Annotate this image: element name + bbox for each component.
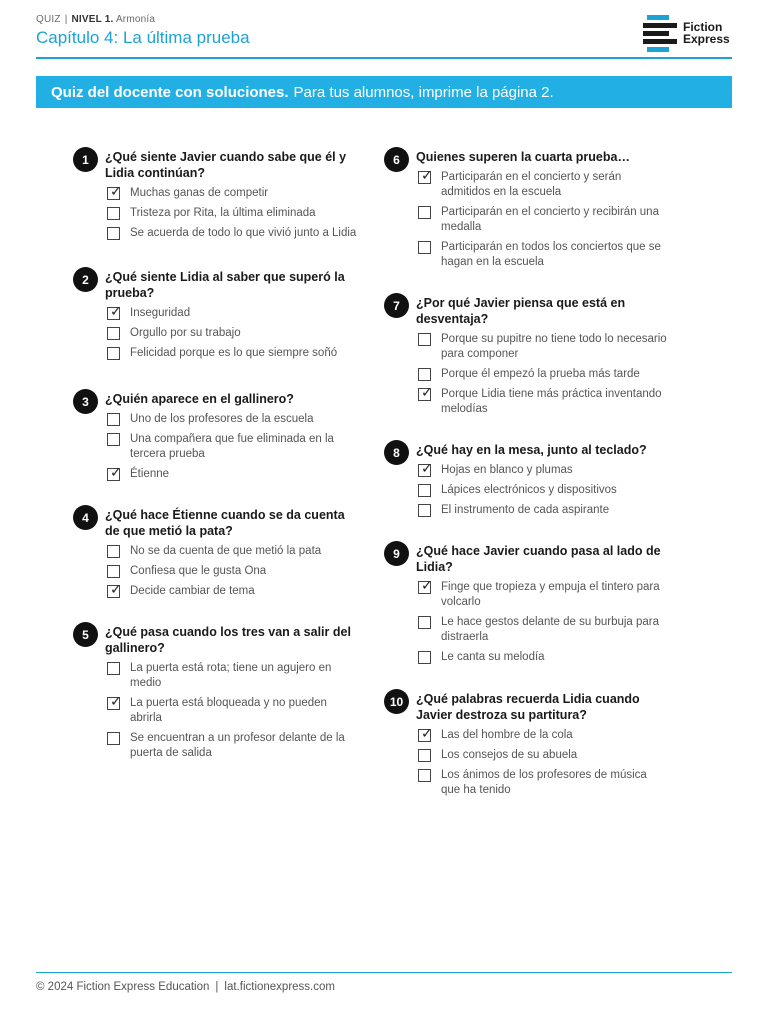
checked-checkbox[interactable]: [418, 460, 433, 477]
copyright-text: © 2024 Fiction Express Education: [36, 981, 210, 993]
question-10: [384, 691, 669, 798]
checkbox[interactable]: [107, 662, 120, 675]
question-2: [73, 269, 358, 361]
answer-text: Los ánimos de los profesores de música que ha tenido: [441, 769, 647, 796]
question-text: ¿Quién aparece en el gallinero?: [105, 392, 294, 406]
answer-text: Porque Lidia tiene más práctica inventando melodías: [441, 388, 662, 415]
footer: [36, 981, 335, 993]
answer-text: Finge que tropieza y empuja el tintero para volcarlo: [441, 581, 660, 608]
question-text: ¿Qué siente Lidia al saber que superó la prueba?: [105, 270, 345, 300]
checkbox[interactable]: [418, 769, 431, 782]
logo-word-2: Express: [683, 32, 730, 46]
answer-text: No se da cuenta de que metió la pata: [130, 545, 322, 557]
question-number: 8: [384, 440, 409, 465]
checked-checkbox[interactable]: [107, 581, 122, 598]
answer-option[interactable]: [105, 326, 358, 341]
answer-option[interactable]: [416, 768, 669, 798]
answer-option[interactable]: [416, 167, 669, 200]
answer-option[interactable]: [105, 544, 358, 559]
question-number: 2: [73, 267, 98, 292]
answer-option[interactable]: [105, 731, 358, 761]
answer-text: Porque él empezó la prueba más tarde: [441, 368, 640, 380]
question-text: ¿Qué pasa cuando los tres van a salir del gallinero?: [105, 625, 351, 655]
question-text: ¿Qué hace Javier cuando pasa al lado de Lidia?: [416, 544, 661, 574]
checkbox[interactable]: [418, 333, 431, 346]
answer-text: Los consejos de su abuela: [441, 749, 578, 761]
question-number: 10: [384, 689, 409, 714]
answer-text: Le canta su melodía: [441, 651, 545, 663]
answer-option[interactable]: [105, 693, 358, 726]
answer-text: Decide cambiar de tema: [130, 585, 255, 597]
checkbox[interactable]: [107, 545, 120, 558]
answer-text: Confiesa que le gusta Ona: [130, 565, 267, 577]
footer-separator: |: [215, 981, 219, 993]
quiz-label: QUIZ: [36, 14, 61, 25]
question-number: 6: [384, 147, 409, 172]
answer-text: Participarán en todos los conciertos que se hagan en la escuela: [441, 241, 661, 268]
check-icon: ✓: [421, 167, 433, 183]
checked-checkbox[interactable]: [418, 577, 433, 594]
fiction-express-logo: [643, 14, 738, 52]
answer-option[interactable]: [105, 303, 358, 321]
question-text: ¿Qué palabras recuerda Lidia cuando Javier destroza su partitura?: [416, 692, 640, 722]
answer-option[interactable]: [416, 503, 669, 518]
answer-text: Participarán en el concierto y recibirán una medalla: [441, 206, 659, 233]
checkbox[interactable]: [107, 327, 120, 340]
answer-option[interactable]: [416, 332, 669, 362]
answer-text: Se acuerda de todo lo que vivió junto a Lidia: [130, 227, 357, 239]
chapter-title: Capítulo 4: La última prueba: [36, 28, 250, 47]
website-link[interactable]: lat.fictionexpress.com: [224, 981, 335, 993]
answer-option[interactable]: [105, 581, 358, 599]
answer-option[interactable]: [416, 384, 669, 417]
answer-option[interactable]: [416, 205, 669, 235]
question-8: [384, 442, 669, 518]
question-number: 3: [73, 389, 98, 414]
answer-text: Lápices electrónicos y dispositivos: [441, 484, 617, 496]
checkbox[interactable]: [107, 347, 120, 360]
answer-option[interactable]: [416, 577, 669, 610]
question-number: 1: [73, 147, 98, 172]
checkbox[interactable]: [418, 616, 431, 629]
check-icon: ✓: [110, 464, 122, 480]
check-icon: ✓: [110, 581, 122, 597]
answer-text: La puerta está rota; tiene un agujero en medio: [130, 662, 332, 689]
checkbox[interactable]: [107, 565, 120, 578]
question-7: [384, 295, 669, 417]
answer-text: La puerta está bloqueada y no pueden abrirla: [130, 697, 327, 724]
check-icon: ✓: [421, 460, 433, 476]
check-icon: ✓: [110, 303, 122, 319]
checkbox[interactable]: [418, 241, 431, 254]
level-label: NIVEL 1.: [71, 14, 114, 25]
banner-bold-text: Quiz del docente con soluciones.: [51, 83, 289, 101]
question-3: [73, 391, 358, 482]
question-text: ¿Por qué Javier piensa que está en desventaja?: [416, 296, 626, 326]
answer-option[interactable]: [105, 661, 358, 691]
checkbox[interactable]: [107, 433, 120, 446]
question-text: Quienes superen la cuarta prueba…: [416, 150, 630, 164]
questions-right-column: [384, 145, 669, 803]
answer-text: Le hace gestos delante de su burbuja para distraerla: [441, 616, 660, 643]
footer-divider: [36, 972, 732, 973]
answer-option[interactable]: [105, 464, 358, 482]
checked-checkbox[interactable]: [107, 303, 122, 320]
checkbox[interactable]: [418, 749, 431, 762]
answer-option[interactable]: [105, 206, 358, 221]
checked-checkbox[interactable]: [107, 464, 122, 481]
check-icon: ✓: [110, 183, 122, 199]
category-label: Armonía: [115, 14, 156, 25]
answer-option[interactable]: [105, 432, 358, 462]
question-9: [384, 543, 669, 665]
checked-checkbox[interactable]: [107, 183, 122, 200]
answer-text: El instrumento de cada aspirante: [441, 504, 610, 516]
checked-checkbox[interactable]: [107, 693, 122, 710]
answer-option[interactable]: [105, 183, 358, 201]
answer-option[interactable]: [416, 460, 669, 478]
answer-option[interactable]: [416, 240, 669, 270]
answer-option[interactable]: [416, 650, 669, 665]
header-separator: |: [64, 14, 68, 25]
checked-checkbox[interactable]: [418, 725, 433, 742]
answer-option[interactable]: [416, 483, 669, 498]
answer-option[interactable]: [105, 226, 358, 241]
answer-text: Se encuentran a un profesor delante de la puerta de salida: [130, 732, 345, 759]
question-number: 5: [73, 622, 98, 647]
checkbox[interactable]: [107, 207, 120, 220]
answer-text: Una compañera que fue eliminada en la tercera prueba: [130, 433, 334, 460]
question-1: [73, 149, 358, 241]
check-icon: ✓: [421, 577, 433, 593]
answer-option[interactable]: [105, 346, 358, 361]
answer-text: Uno de los profesores de la escuela: [130, 413, 314, 425]
answer-option[interactable]: [416, 615, 669, 645]
checked-checkbox[interactable]: [418, 167, 433, 184]
checkbox[interactable]: [418, 504, 431, 517]
header-divider: [36, 57, 732, 59]
logo-bars-icon: [643, 14, 679, 52]
answer-option[interactable]: [416, 725, 669, 743]
answer-option[interactable]: [105, 412, 358, 427]
question-4: [73, 507, 358, 599]
questions-left-column: [73, 145, 358, 766]
check-icon: ✓: [421, 384, 433, 400]
check-icon: ✓: [110, 693, 122, 709]
logo-word-1: Fiction: [683, 20, 723, 34]
check-icon: ✓: [421, 725, 433, 741]
answer-text: Hojas en blanco y plumas: [441, 464, 573, 476]
checkbox[interactable]: [418, 206, 431, 219]
question-text: ¿Qué hay en la mesa, junto al teclado?: [416, 443, 647, 457]
checkbox[interactable]: [107, 732, 120, 745]
answer-text: Felicidad porque es lo que siempre soñó: [130, 347, 338, 359]
question-5: [73, 624, 358, 761]
instructions-banner: [36, 76, 732, 108]
checkbox[interactable]: [107, 413, 120, 426]
checked-checkbox[interactable]: [418, 384, 433, 401]
answer-text: Las del hombre de la cola: [441, 729, 573, 741]
question-number: 4: [73, 505, 98, 530]
answer-option[interactable]: [416, 748, 669, 763]
question-text: ¿Qué hace Étienne cuando se da cuenta de que metió la pata?: [105, 508, 345, 538]
answer-text: Étienne: [130, 468, 170, 480]
answer-text: Orgullo por su trabajo: [130, 327, 241, 339]
answer-text: Porque su pupitre no tiene todo lo necesario para componer: [441, 333, 667, 360]
banner-text: Para tus alumnos, imprime la página 2.: [293, 83, 554, 101]
answer-option[interactable]: [105, 564, 358, 579]
header-breadcrumb: [36, 14, 155, 25]
question-6: [384, 149, 669, 270]
question-number: 7: [384, 293, 409, 318]
checkbox[interactable]: [418, 484, 431, 497]
answer-option[interactable]: [416, 367, 669, 382]
question-number: 9: [384, 541, 409, 566]
question-text: ¿Qué siente Javier cuando sabe que él y Lidia continúan?: [105, 150, 347, 180]
answer-text: Inseguridad: [130, 307, 191, 319]
answer-text: Tristeza por Rita, la última eliminada: [130, 207, 316, 219]
checkbox[interactable]: [107, 227, 120, 240]
answer-text: Muchas ganas de competir: [130, 187, 269, 199]
checkbox[interactable]: [418, 651, 431, 664]
answer-text: Participarán en el concierto y serán admitidos en la escuela: [441, 171, 622, 198]
checkbox[interactable]: [418, 368, 431, 381]
